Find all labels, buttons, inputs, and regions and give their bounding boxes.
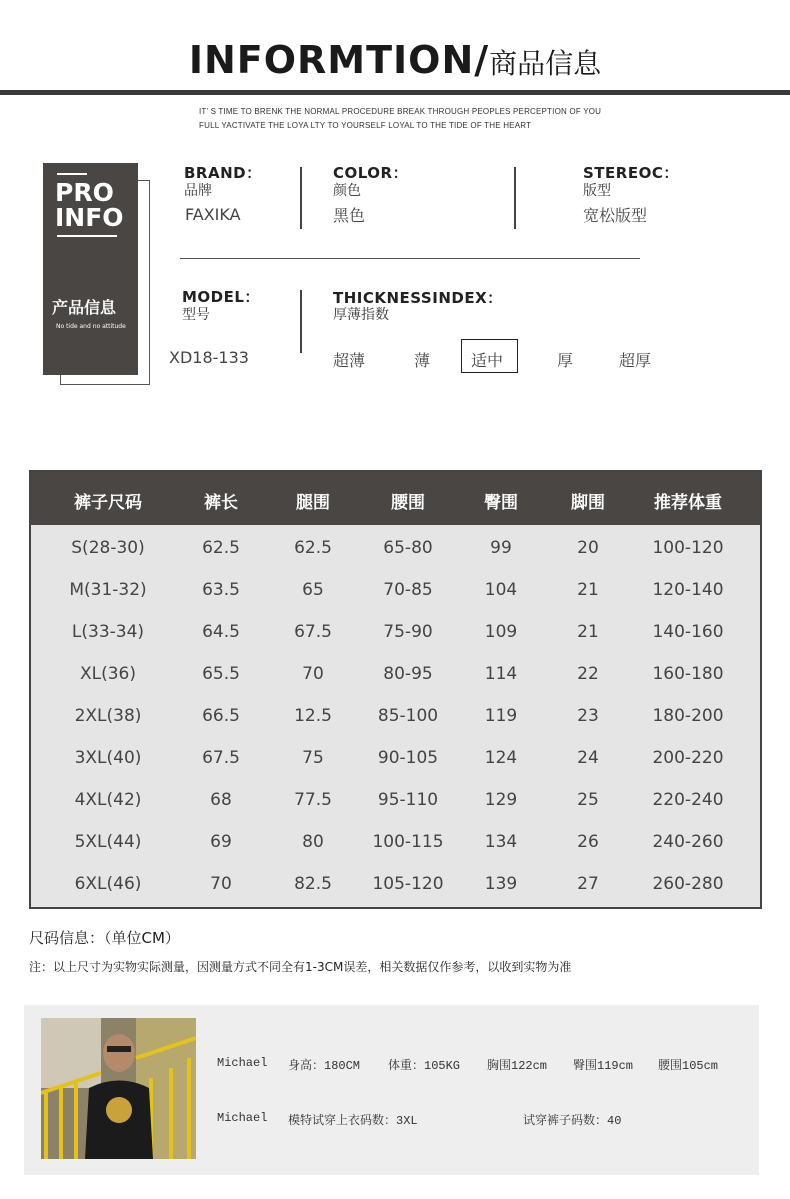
table-cell: 70-85 [383, 580, 433, 600]
table-cell: 67.5 [202, 748, 240, 768]
table-header-cell: 腰围 [391, 493, 425, 513]
tagline-line-1: IT’ S TIME TO BRENK THE NORMAL PROCEDURE BREAK THROUGH PEOPLES PERCEPTION OF YOU [199, 107, 602, 116]
table-cell: L(33-34) [71, 622, 145, 642]
brand-value: FAXIKA [185, 205, 241, 224]
table-cell: 66.5 [202, 706, 240, 726]
model-pants-size: 试穿裤子码数：40 [523, 1114, 622, 1128]
color-label-cn: 颜色 [333, 183, 361, 199]
model-name-2: Michael [217, 1111, 268, 1125]
table-cell: 75-90 [383, 622, 433, 642]
model-weight: 体重：105KG [388, 1059, 461, 1073]
table-cell: 4XL(42) [74, 790, 142, 810]
table-cell: 180-200 [652, 706, 724, 726]
table-cell: 129 [484, 790, 518, 810]
stereo-label-en: STEREOC： [583, 164, 679, 182]
table-cell: 114 [484, 664, 518, 684]
table-cell: 67.5 [294, 622, 332, 642]
badge-word-pro: PRO [55, 178, 114, 207]
thickness-label-en: THICKNESSINDEX： [333, 289, 503, 307]
color-value: 黑色 [333, 206, 366, 225]
table-cell: 3XL(40) [74, 748, 142, 768]
table-cell: 120-140 [652, 580, 724, 600]
table-cell: 26 [577, 832, 599, 852]
table-row [31, 748, 760, 772]
divider-2 [514, 167, 516, 229]
thickness-label-cn: 厚薄指数 [333, 307, 389, 323]
table-cell: 220-240 [652, 790, 724, 810]
table-cell: 139 [484, 874, 518, 894]
size-info-note: 尺码信息：（单位CM） [29, 929, 180, 947]
table-cell: 68 [210, 790, 232, 810]
table-cell: 260-280 [652, 874, 724, 894]
badge-bar-top [57, 173, 87, 175]
table-header-cell: 腿围 [296, 493, 330, 513]
table-cell: 27 [577, 874, 599, 894]
table-cell: 20 [577, 538, 599, 558]
table-cell: 85-100 [377, 706, 439, 726]
table-cell: 62.5 [294, 538, 332, 558]
table-cell: 105-120 [372, 874, 444, 894]
table-cell: 21 [577, 580, 599, 600]
table-cell: 25 [577, 790, 599, 810]
thickness-option: 薄 [414, 351, 431, 370]
table-row [31, 622, 760, 646]
brand-label-cn: 品牌 [184, 183, 212, 199]
table-row [31, 538, 760, 562]
table-row [31, 580, 760, 604]
table-cell: 62.5 [202, 538, 240, 558]
model-hip: 臀围119cm [573, 1059, 634, 1073]
model-value: XD18-133 [169, 348, 249, 367]
table-header-cell: 裤长 [204, 493, 238, 513]
table-header-cell: 裤子尺码 [74, 493, 142, 513]
table-row [31, 832, 760, 856]
table-cell: 240-260 [652, 832, 724, 852]
table-cell: 23 [577, 706, 599, 726]
table-cell: 63.5 [202, 580, 240, 600]
model-photo-image [41, 1018, 196, 1159]
table-row [31, 790, 760, 814]
table-cell: 119 [484, 706, 518, 726]
table-cell: 80-95 [383, 664, 433, 684]
header-divider [0, 90, 790, 95]
table-cell: 134 [484, 832, 518, 852]
model-label-en: MODEL： [182, 288, 260, 306]
page-title-cn: 商品信息 [489, 47, 602, 80]
badge-bar-bottom [57, 235, 117, 237]
table-cell: 80 [302, 832, 324, 852]
page-title-en: INFORMTION/ [188, 38, 490, 82]
table-cell: 2XL(38) [74, 706, 142, 726]
badge-label-cn: 产品信息 [52, 298, 117, 317]
table-cell: 99 [490, 538, 512, 558]
model-label-cn: 型号 [182, 307, 210, 323]
model-waist: 腰围105cm [658, 1059, 719, 1073]
thickness-option-selected: 适中 [471, 351, 504, 370]
page-title [0, 38, 790, 82]
size-table [29, 470, 762, 909]
table-cell: 160-180 [652, 664, 724, 684]
table-cell: 24 [577, 748, 599, 768]
table-cell: 6XL(46) [74, 874, 142, 894]
model-top-size: 模特试穿上衣码数：3XL [288, 1114, 418, 1128]
table-cell: 77.5 [294, 790, 332, 810]
table-cell: 65.5 [202, 664, 240, 684]
table-cell: 65 [302, 580, 324, 600]
table-cell: 69 [210, 832, 232, 852]
table-cell: 104 [484, 580, 518, 600]
stereo-value: 宽松版型 [583, 206, 648, 225]
disclaimer-note: 注：以上尺寸为实物实际测量，因测量方式不同全有1-3CM误差，相关数据仅作参考，以收到实物为准 [29, 960, 572, 974]
tagline-line-2: FULL YACTIVATE THE LOYA LTY TO YOURSELF LOYAL TO THE TIDE OF THE HEART [199, 121, 532, 130]
table-row [31, 706, 760, 730]
table-cell: 65-80 [383, 538, 433, 558]
table-cell: 82.5 [294, 874, 332, 894]
badge-word-info: INFO [55, 203, 124, 232]
table-cell: 200-220 [652, 748, 724, 768]
table-cell: 5XL(44) [74, 832, 142, 852]
table-row [31, 664, 760, 688]
thickness-option: 厚 [557, 351, 574, 370]
model-name: Michael [217, 1056, 268, 1070]
table-cell: 100-115 [372, 832, 444, 852]
table-cell: S(28-30) [71, 538, 145, 558]
model-height: 身高：180CM [288, 1059, 361, 1073]
attributes-divider [180, 258, 640, 259]
divider-1 [300, 167, 302, 229]
model-panel [24, 1005, 759, 1175]
table-cell: M(31-32) [69, 580, 147, 600]
size-table-header [31, 472, 760, 525]
brand-label-en: BRAND： [184, 164, 262, 182]
table-cell: 140-160 [652, 622, 724, 642]
model-chest: 胸围122cm [487, 1059, 548, 1073]
table-cell: XL(36) [79, 664, 136, 684]
table-cell: 64.5 [202, 622, 240, 642]
table-cell: 109 [484, 622, 518, 642]
divider-3 [300, 290, 302, 353]
table-cell: 124 [484, 748, 518, 768]
color-label-en: COLOR： [333, 164, 409, 182]
table-cell: 95-110 [377, 790, 439, 810]
table-cell: 22 [577, 664, 599, 684]
table-header-cell: 脚围 [571, 493, 605, 513]
table-cell: 90-105 [377, 748, 439, 768]
table-header-cell: 臀围 [484, 493, 518, 513]
table-cell: 21 [577, 622, 599, 642]
table-cell: 75 [302, 748, 324, 768]
table-header-cell: 推荐体重 [654, 493, 722, 513]
table-cell: 100-120 [652, 538, 724, 558]
stereo-label-cn: 版型 [583, 183, 611, 199]
table-cell: 12.5 [294, 706, 332, 726]
badge-small-text: No tide and no attitude [56, 323, 126, 330]
thickness-option: 超厚 [619, 351, 652, 370]
table-cell: 70 [302, 664, 324, 684]
table-cell: 70 [210, 874, 232, 894]
thickness-option: 超薄 [333, 351, 366, 370]
pro-info-badge [43, 163, 138, 375]
table-row [31, 874, 760, 898]
model-photo [41, 1018, 196, 1159]
